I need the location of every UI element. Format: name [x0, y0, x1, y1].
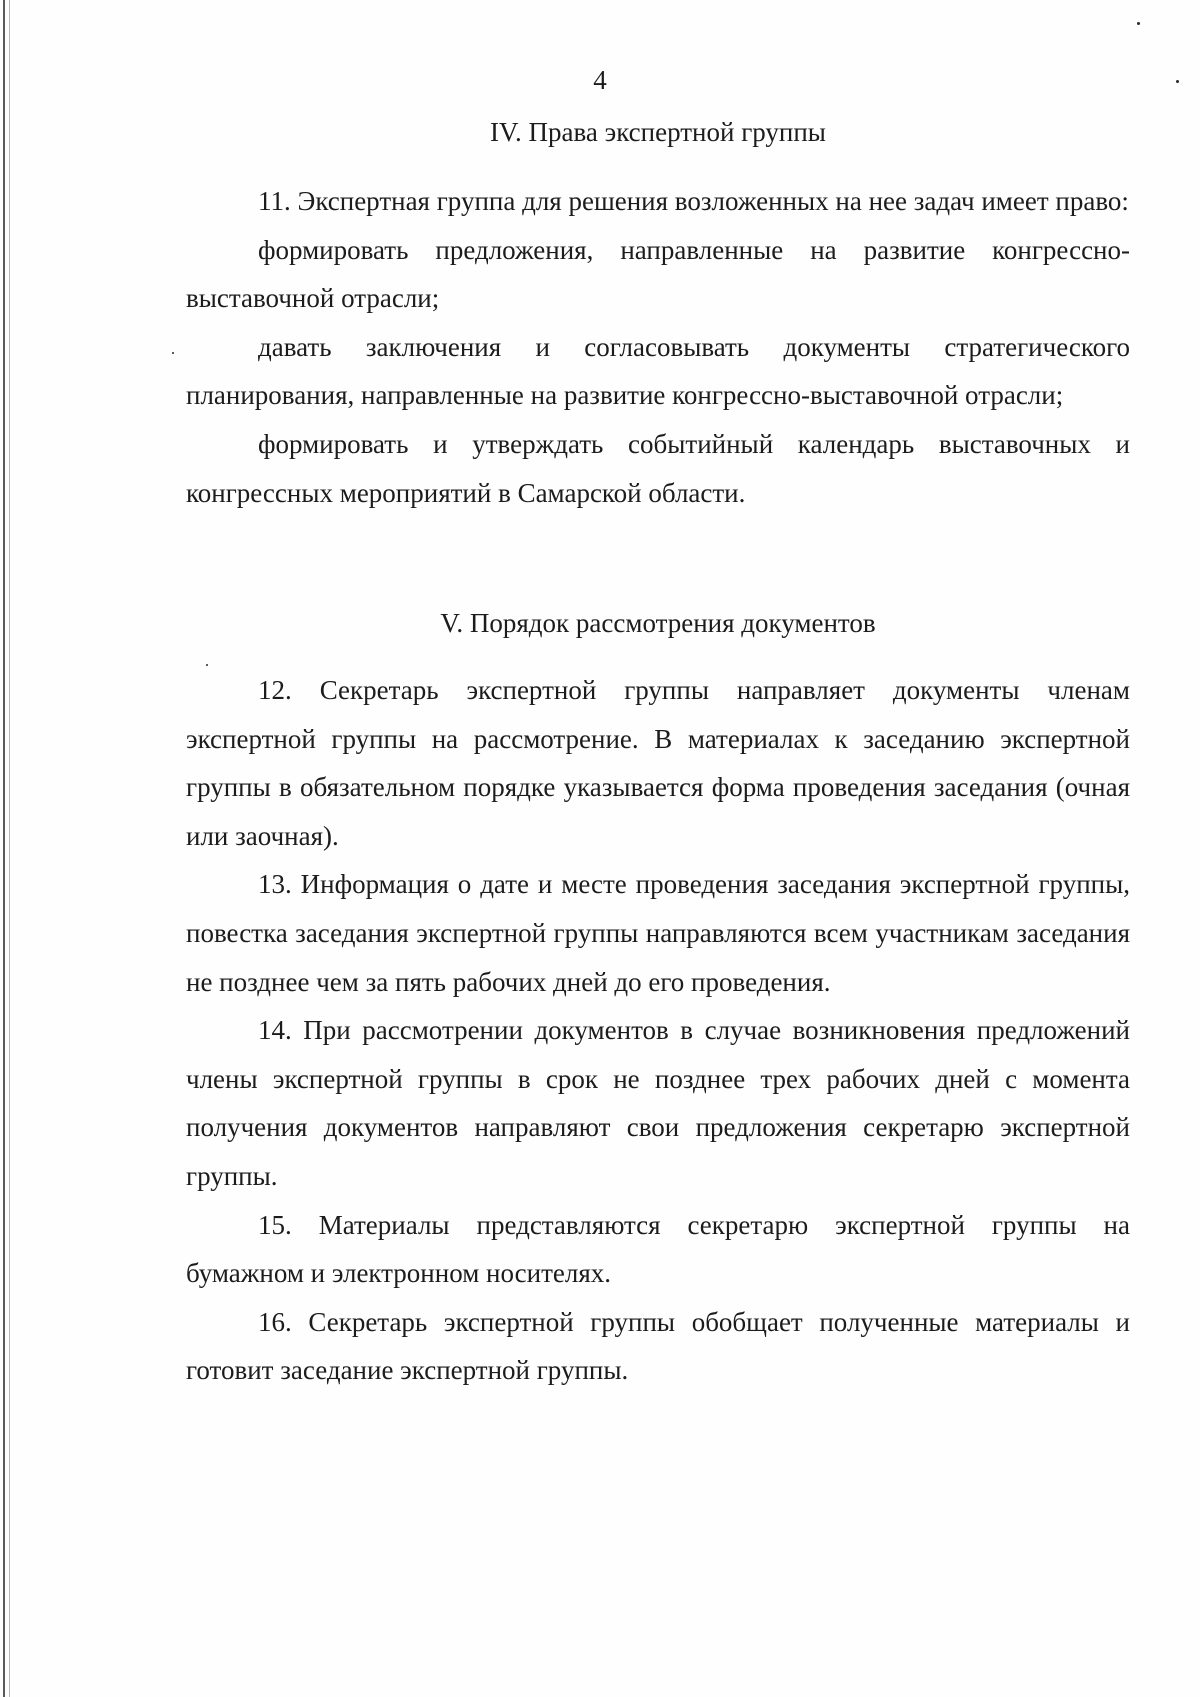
scan-speck: [1176, 80, 1179, 83]
paragraph-14: 14. При рассмотрении документов в случае возникновения предложений члены экспертной группы в срок не позднее трех рабочих дней с момента получения документов направляют свои предложения секретарю экспертной группы.: [186, 1015, 1130, 1191]
paragraph-12: 12. Секретарь экспертной группы направляет документы членам экспертной группы на рассмотрение. В материалах к заседанию экспертной группы в обязательном порядке указывается форма проведения заседания (очная или заочная).: [186, 675, 1130, 851]
scan-left-edge-shadow: [9, 0, 10, 1697]
scan-speck: [172, 352, 174, 354]
section-heading-rights: IV. Права экспертной группы: [490, 117, 826, 147]
paragraph-16: 16. Секретарь экспертной группы обобщает полученные материалы и готовит заседание экспертной группы.: [186, 1306, 1130, 1386]
scan-speck: [1137, 22, 1140, 25]
paragraph-13: 13. Информация о дате и месте проведения заседания экспертной группы, повестка заседания экспертной группы направляются всем участникам заседания не позднее чем за пять рабочих дней до его проведения.: [186, 869, 1130, 997]
scan-left-edge: [3, 0, 5, 1697]
section-body-rights: [186, 177, 1130, 517]
section-heading-procedure: V. Порядок рассмотрения документов: [440, 608, 876, 638]
section-body-procedure: [186, 666, 1130, 1395]
paragraph-right-conclusions: давать заключения и согласовывать документы стратегического планирования, направленные на развитие конгрессно-выставочной отрасли;: [186, 331, 1130, 411]
page-number: 4: [593, 65, 607, 95]
paragraph-right-proposals: формировать предложения, направленные на развитие конгрессно-выставочной отрасли;: [186, 234, 1130, 314]
paragraph-11: 11. Экспертная группа для решения возложенных на нее задач имеет право:: [258, 186, 1129, 216]
paragraph-15: 15. Материалы представляются секретарю экспертной группы на бумажном и электронном носителях.: [186, 1209, 1130, 1289]
scan-speck: [206, 664, 208, 666]
paragraph-right-calendar: формировать и утверждать событийный календарь выставочных и конгрессных мероприятий в Самарской области.: [186, 428, 1130, 508]
